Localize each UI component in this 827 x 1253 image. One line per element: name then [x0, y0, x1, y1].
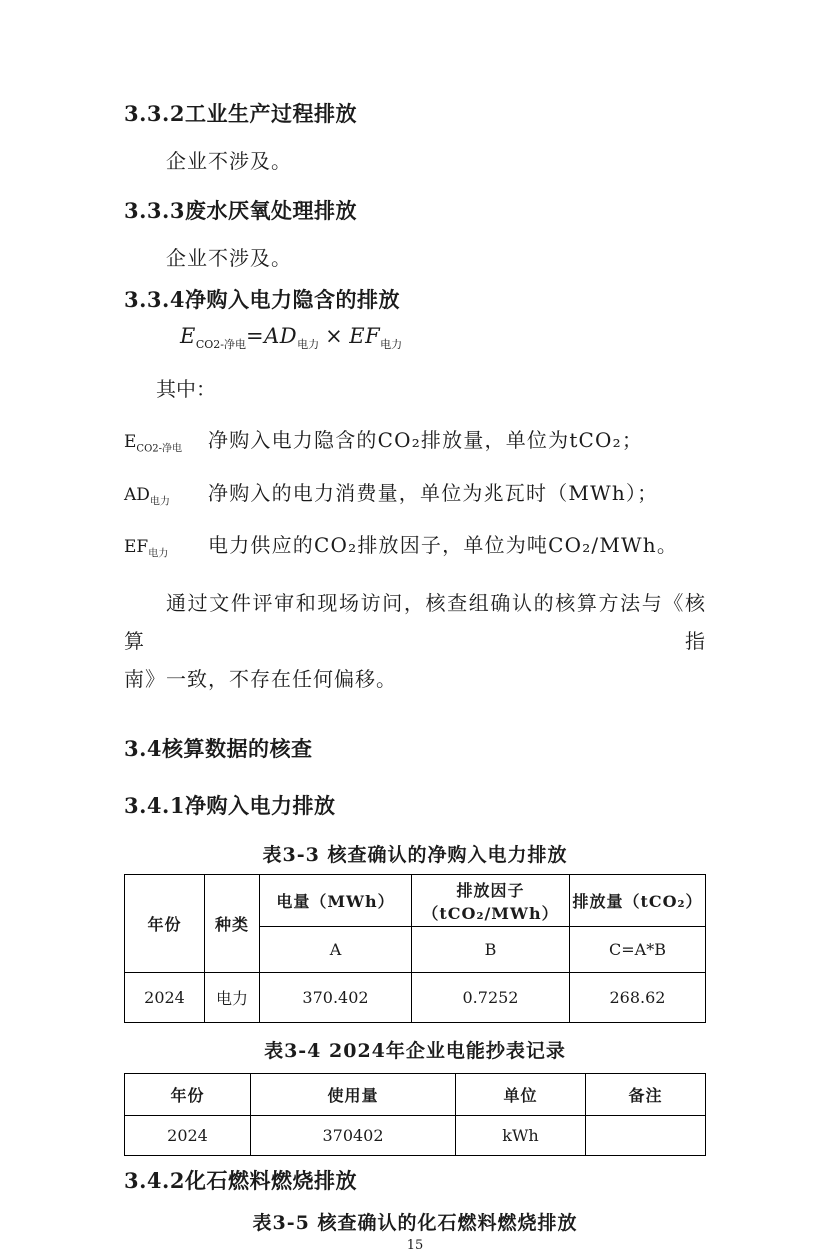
definition-description-ad: 净购入的电力消费量，单位为兆瓦时（MWh）； — [208, 480, 659, 505]
formula-ef-subscript: 电力 — [380, 338, 403, 352]
definition-row-e — [124, 424, 706, 454]
cell-type: 电力 — [205, 973, 260, 1023]
header-cell-power: 电量（MWh） — [260, 875, 412, 927]
header-cell-unit: 单位 — [456, 1074, 586, 1116]
definition-term-ef — [124, 537, 208, 559]
section-heading-3-3-2: 3.3.2工业生产过程排放 — [124, 101, 357, 126]
header-cell-year: 年份 — [125, 1074, 251, 1116]
section-heading-3-4-2: 3.4.2化石燃料燃烧排放 — [124, 1168, 357, 1194]
verification-paragraph-line-1: 通过文件评审和现场访问，核查组确认的核算方法与《核算指 — [124, 591, 706, 654]
subheader-cell-b: B — [412, 927, 570, 973]
definitions-intro: 其中： — [156, 377, 216, 402]
section-heading-3-4-1: 3.4.1净购入电力排放 — [124, 793, 336, 819]
table-header-row — [125, 1074, 706, 1116]
definition-term-base: AD — [124, 484, 150, 505]
definition-term-base: E — [124, 432, 137, 453]
header-cell-type: 种类 — [205, 875, 260, 973]
not-involved-text-1: 企业不涉及。 — [166, 149, 292, 173]
formula-equals-sign: = — [246, 324, 265, 348]
not-involved-text-2: 企业不涉及。 — [166, 246, 292, 270]
net-power-emission-table — [124, 874, 706, 1023]
page-number: 15 — [406, 1238, 424, 1253]
table-3-3-caption: 表3-3 核查确认的净购入电力排放 — [262, 844, 568, 867]
table-data-row — [125, 1116, 706, 1156]
cell-factor: 0.7252 — [412, 973, 570, 1023]
formula-ad-subscript: 电力 — [297, 338, 320, 352]
cell-unit: kWh — [456, 1116, 586, 1156]
table-3-4-caption: 表3-4 2024年企业电能抄表记录 — [264, 1040, 566, 1063]
header-cell-usage: 使用量 — [251, 1074, 456, 1116]
definition-term-ad — [124, 485, 208, 507]
section-heading-3-3-4: 3.3.4净购入电力隐含的排放 — [124, 287, 400, 312]
cell-power: 370.402 — [260, 973, 412, 1023]
cell-year: 2024 — [125, 973, 205, 1023]
formula-ef-term: EF — [349, 324, 381, 348]
formula-e-term: E — [180, 324, 196, 348]
definition-description-e: 净购入电力隐含的CO₂排放量，单位为tCO₂； — [208, 428, 644, 453]
formula-e-subscript: CO2-净电 — [195, 338, 246, 352]
cell-emission: 268.62 — [570, 973, 706, 1023]
section-heading-3-4: 3.4核算数据的核查 — [124, 736, 313, 762]
subheader-cell-c: C=A*B — [570, 927, 706, 973]
definition-term-base: EF — [124, 536, 149, 557]
table-3-5-caption: 表3-5 核查确认的化石燃料燃烧排放 — [252, 1212, 578, 1235]
subheader-cell-a: A — [260, 927, 412, 973]
header-cell-emission: 排放量（tCO₂） — [570, 875, 706, 927]
definition-term-subscript: 电力 — [149, 495, 170, 507]
header-cell-remark: 备注 — [586, 1074, 706, 1116]
cell-remark — [586, 1116, 706, 1156]
header-cell-year: 年份 — [125, 875, 205, 973]
verification-paragraph-line-2: 南》一致，不存在任何偏移。 — [124, 667, 397, 692]
emission-formula — [124, 324, 706, 352]
definition-row-ef — [124, 529, 706, 559]
cell-usage: 370402 — [251, 1116, 456, 1156]
definition-term-subscript: CO2-净电 — [136, 443, 183, 455]
definition-term-e — [124, 432, 208, 454]
formula-multiply-sign: × — [325, 324, 344, 348]
table-data-row — [125, 973, 706, 1023]
definition-description-ef: 电力供应的CO₂排放因子，单位为吨CO₂/MWh。 — [208, 532, 679, 557]
definition-row-ad — [124, 477, 706, 507]
cell-year: 2024 — [125, 1116, 251, 1156]
definition-term-subscript: 电力 — [148, 548, 169, 560]
table-header-row — [125, 875, 706, 927]
section-heading-3-3-3: 3.3.3废水厌氧处理排放 — [124, 198, 357, 223]
formula-ad-term: AD — [264, 324, 298, 348]
header-cell-factor: 排放因子（tCO₂/MWh） — [412, 875, 570, 927]
verification-paragraph — [124, 584, 706, 698]
meter-record-table — [124, 1073, 706, 1156]
